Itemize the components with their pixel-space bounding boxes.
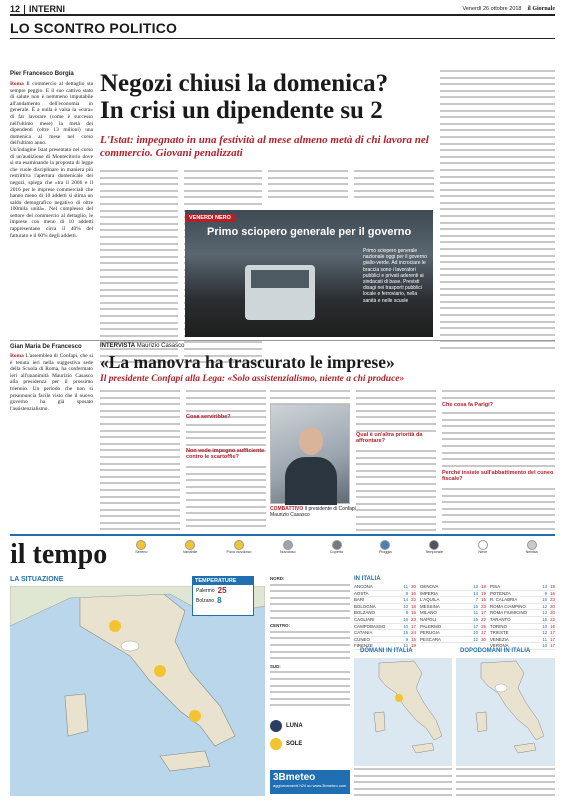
after-tomorrow-label: DOPODOMANI IN ITALIA: [460, 648, 531, 654]
city-row: [490, 591, 555, 598]
article2-text-col-d2: [356, 450, 436, 536]
city-name: PERUGIA: [420, 630, 440, 636]
city-temps: [404, 584, 416, 590]
section-title: LO SCONTRO POLITICO: [10, 20, 555, 39]
city-name: NAPOLI: [420, 616, 437, 622]
city-name: CATANIA: [354, 630, 373, 636]
city-name: BOLZANO: [354, 610, 375, 616]
city-min: 7: [475, 597, 479, 603]
temp-min: 8: [217, 596, 222, 605]
legend-item: [362, 540, 409, 568]
city-max: 17: [550, 643, 555, 649]
article1-text-columns: [100, 170, 178, 368]
city-max: 23: [481, 603, 486, 609]
city-temps: [473, 624, 486, 630]
city-temps: [406, 591, 416, 597]
article2-text-col-e2: [442, 412, 555, 471]
city-min: 12: [542, 603, 548, 609]
city-name: PALERMO: [420, 623, 442, 629]
city-name: TRIESTE: [490, 630, 509, 636]
city-max: 17: [481, 630, 486, 636]
city-min: 9: [405, 636, 409, 642]
after-tomorrow-cloud-icon: [495, 684, 507, 692]
newspaper-name: il Giornale: [527, 6, 555, 12]
city-temps: [473, 617, 486, 623]
city-max: 15: [411, 610, 416, 616]
legend-label: Neve: [478, 550, 488, 554]
after-tomorrow-map: [456, 658, 555, 766]
city-name: BARI: [354, 597, 365, 603]
city-max: 17: [550, 636, 555, 642]
cloud-icon: [121, 641, 139, 651]
brand-box: [270, 770, 350, 794]
city-min: 17: [473, 623, 479, 629]
legend-weather-icon: [527, 540, 537, 550]
city-max: 20: [411, 584, 416, 589]
city-max: 24: [411, 630, 416, 636]
city-row: [354, 624, 416, 631]
city-name: BOLOGNA: [354, 603, 376, 609]
city-row: [420, 584, 486, 591]
north-text: [270, 584, 350, 619]
city-name: VENEZIA: [490, 636, 509, 642]
city-temps: [542, 597, 555, 603]
city-max: 22: [481, 616, 486, 622]
city-min: 11: [403, 584, 409, 589]
legend-item: [508, 540, 555, 568]
brand-name: 3Bmeteo: [273, 772, 316, 783]
city-row: [354, 591, 416, 598]
legend-label: Sereno: [135, 550, 148, 554]
divider-1: [10, 340, 555, 341]
article1-body-col1: Il commercio al dettaglio sta sempre peggio. E il suo cattivo stato di salute non è nemmeno imputabile all'andamento dell'economia in generale. È a nulla è valsa la «cura» di far lavorare (come è successo nell'ultimo mese) la metà dei dipendenti (oltre 13 milioni) una domenica al mese nel corso dell'ultimo anno.: [10, 81, 93, 147]
city-name: ANCONA: [354, 584, 373, 589]
city-min: 14: [473, 590, 479, 596]
city-name: FIRENZE: [354, 643, 373, 649]
photo-caption: [270, 506, 370, 518]
regional-forecast: [270, 576, 350, 711]
question-5: Perché insiste sull'abbattimento del cuneo fiscale?: [442, 470, 554, 482]
italy-header: IN ITALIA: [354, 576, 381, 582]
city-name: PESCARA: [420, 636, 441, 642]
city-temps: [545, 591, 555, 597]
city-temps: [474, 610, 486, 616]
article2-text-col-a: [100, 390, 180, 535]
city-name: TARANTO: [490, 616, 511, 622]
city-name: ROMA FIUMICINO: [490, 610, 528, 616]
city-row: [490, 584, 555, 591]
temp-min-row: [193, 596, 253, 605]
moon-label: LUNA: [286, 723, 303, 729]
legend-label: Poco nuvoloso: [226, 550, 252, 554]
city-min: 9: [544, 590, 548, 596]
temp-max-row: [193, 585, 253, 596]
centre-label: CENTRO:: [270, 623, 291, 629]
city-name: CUNEO: [354, 636, 370, 642]
city-row: [420, 597, 486, 604]
city-min: 10: [542, 623, 548, 629]
city-name: ROMA CIAMPINO: [490, 603, 526, 609]
portrait-body: [285, 457, 337, 505]
city-row: [420, 637, 486, 644]
article2-subtitle: Il presidente Confapi alla Lega: «Solo assistenzialismo, niente a chi produce»: [100, 374, 405, 384]
city-min: 16: [403, 616, 409, 622]
legend-weather-icon: [234, 540, 244, 550]
city-temps: [473, 630, 486, 636]
city-max: 19: [481, 590, 486, 596]
article2-lead-word: Roma: [10, 353, 24, 359]
weather-map: [10, 586, 265, 796]
city-row: [420, 630, 486, 637]
issue-date: Venerdì 26 ottobre 2018: [462, 6, 522, 12]
strike-tag: VENERDI NERO: [185, 214, 235, 222]
city-min: 13: [473, 584, 479, 589]
city-max: 23: [550, 597, 555, 603]
article2-col1: [10, 353, 93, 412]
city-min: 16: [473, 603, 479, 609]
city-temps: [542, 624, 555, 630]
city-row: [490, 597, 555, 604]
sardinia: [65, 694, 88, 736]
city-temps: [473, 637, 486, 643]
legend-weather-icon: [332, 540, 342, 550]
city-temps: [473, 604, 486, 610]
city-name: MILANO: [420, 610, 437, 616]
legend-weather-icon: [429, 540, 439, 550]
legend-label: Pioggia: [378, 550, 392, 554]
city-temps: [542, 584, 555, 590]
city-temps: [473, 584, 486, 590]
cities-mid: [420, 584, 486, 643]
city-max: 17: [550, 630, 555, 636]
sun-row: [270, 738, 350, 750]
city-temps: [543, 637, 555, 643]
legend-label: Variabile: [182, 550, 198, 554]
moon-box: [270, 720, 350, 750]
article1-title-line1: Negozi chiusi la domenica?: [100, 70, 389, 97]
city-name: R. CALABRIA: [490, 597, 518, 603]
city-min: 8: [405, 610, 409, 616]
city-max: 16: [550, 590, 555, 596]
city-row: [490, 637, 555, 644]
city-max: 18: [481, 584, 486, 589]
strike-box: [185, 210, 433, 337]
strike-text: Primo sciopero generale nazionale oggi per il governo giallo-verde. Ad incrociare le braccia sono i lavoratori pubblici e privati aderenti ai sindacati di base. Previsti disagi nei trasporti pubblici locale e ferroviario, nella sanità e nelle scuole: [363, 248, 427, 304]
city-temps: [476, 597, 486, 603]
tomorrow-map: [354, 658, 452, 766]
tomorrow-sardinia: [374, 712, 385, 732]
city-max: 16: [550, 623, 555, 629]
city-temps: [403, 617, 416, 623]
city-min: 14: [403, 597, 409, 603]
tomorrow-text: [354, 768, 452, 801]
city-name: TORINO: [490, 623, 507, 629]
bus-window: [251, 270, 309, 288]
legend-label: Temporale: [425, 550, 443, 554]
weather-icon-3: [189, 710, 201, 722]
legend-item: [459, 540, 506, 568]
article1-subtitle: L'Istat: impegnato in una festività al mese almeno metà di chi lavora nel commercio. Giovani penalizzati: [100, 134, 429, 159]
legend-label: Nebbia: [525, 550, 538, 554]
city-min: 15: [542, 616, 548, 622]
section-label: INTERNI: [29, 4, 66, 14]
city-name: AOSTA: [354, 590, 369, 596]
city-max: 16: [411, 590, 416, 596]
city-min: 11: [473, 610, 479, 616]
city-max: 18: [411, 603, 416, 609]
city-temps: [542, 610, 555, 616]
cities-right: [490, 584, 555, 650]
situation-label: LA SITUAZIONE: [10, 576, 64, 583]
article1-headline: [100, 70, 440, 124]
city-max: 20: [550, 603, 555, 609]
city-max: 17: [411, 623, 416, 629]
city-row: [354, 584, 416, 591]
city-max: 20: [550, 610, 555, 616]
city-row: [354, 610, 416, 617]
city-name: PISA: [490, 584, 501, 589]
tomorrow-sun-icon: [395, 694, 403, 702]
city-min: 10: [473, 630, 479, 636]
moon-row: [270, 720, 350, 732]
north-label: NORD:: [270, 576, 285, 581]
article1-lead-word: Roma: [10, 81, 24, 87]
city-row: [420, 624, 486, 631]
weather-legend: [118, 540, 555, 568]
city-row: [490, 617, 555, 624]
city-temps: [542, 617, 555, 623]
question-4: Che cosa fa Parigi?: [442, 402, 494, 408]
city-min: 13: [542, 584, 548, 589]
centre-text: [270, 631, 350, 659]
temp-max-city: Palermo: [196, 587, 215, 594]
city-min: 11: [542, 636, 548, 642]
temperature-label: TEMPERATURE: [193, 577, 253, 585]
casasco-photo: [270, 404, 350, 504]
city-min: 12: [473, 636, 479, 642]
city-row: [354, 630, 416, 637]
city-row: [490, 604, 555, 611]
city-temps: [403, 604, 416, 610]
city-min: 16: [542, 597, 548, 603]
city-temps: [542, 604, 555, 610]
legend-item: [118, 540, 165, 568]
legend-item: [167, 540, 214, 568]
city-row: [490, 624, 555, 631]
temp-max: 25: [217, 586, 227, 595]
city-max: 15: [481, 597, 486, 603]
city-name: VERONA: [490, 643, 509, 649]
article1-title-line2: In crisi un dipendente su 2: [100, 97, 383, 124]
weather-icon-2: [154, 665, 166, 677]
legend-item: [216, 540, 263, 568]
city-max: 19: [550, 584, 555, 589]
sun-label: SOLE: [286, 741, 303, 747]
city-name: GENOVA: [420, 584, 439, 589]
brand-sub: aggiornamenti h24 su www.3bmeteo.com: [273, 783, 347, 788]
city-name: CAGLIARI: [354, 616, 375, 622]
legend-weather-icon: [283, 540, 293, 550]
city-max: 15: [411, 636, 416, 642]
legend-label: Nuvoloso: [279, 550, 296, 554]
legend-item: [264, 540, 311, 568]
article2-body: L'assemblea di Confapi, che si è tenuta ieri nella suggestiva sede della Scuola di Roma, ha confermato ieri all'unanimità Maurizio Casasco alla presidenza per il prossimo triennio. Un periodo che non si preannuncia facile visto che il nuovo governo ha già sposato l'assistenzialismo.: [10, 353, 93, 412]
article2-title: «La manovra ha trascurato le imprese»: [100, 352, 395, 372]
south-text: [270, 671, 350, 706]
question-2: Non vede impegno sufficiente contro le scartoffie?: [186, 448, 265, 460]
city-row: [420, 591, 486, 598]
city-temps: [403, 630, 416, 636]
cities-left: [354, 584, 416, 650]
legend-weather-icon: [185, 540, 195, 550]
city-row: [490, 630, 555, 637]
article2-text-col-e3: [442, 488, 555, 534]
south-label: SUD:: [270, 663, 281, 669]
after-tomorrow-sardinia: [476, 712, 487, 732]
city-min: 15: [403, 630, 409, 636]
article2-kicker: [100, 343, 184, 349]
city-min: 10: [403, 623, 409, 629]
after-tomorrow-text: [456, 768, 555, 801]
article1-text-col-c: [268, 170, 348, 203]
city-min: 15: [473, 616, 479, 622]
city-name: POTENZA: [490, 590, 511, 596]
sun-icon: [270, 738, 282, 750]
city-temps: [542, 643, 555, 649]
caption-text: Il presidente di Confapi Maurizio Casasco: [270, 506, 356, 518]
city-name: CAMPOBASSO: [354, 623, 386, 629]
city-row: [354, 597, 416, 604]
city-temps: [403, 624, 416, 630]
city-max: 22: [411, 597, 416, 603]
question-1: Cosa serviribbe?: [186, 414, 231, 420]
article1-body-col2: Un'indagine Istat presentata nel corso di un'audizione di Montecitorio dove si sta esaminando la proposta di legge che vuole disciplinare in maniera più restrittiva l'apertura domenicale dei negozi, spiega che «tra il 2006 e il 2016 per le imprese commerciali che hanno meno di 10 addetti si stima un saldo demografico negativo di oltre 100mila unità». Nel complesso del settore del commercio al dettaglio, le imprese con meno di 10 addetti rappresentano circa il 40% del fatturato e il 60% degli addetti.: [10, 146, 93, 239]
city-max: 23: [411, 616, 416, 622]
city-min: 13: [542, 610, 548, 616]
city-temps: [403, 597, 416, 603]
city-row: [490, 610, 555, 617]
masthead: [10, 4, 555, 16]
portrait-head: [299, 427, 323, 455]
city-temps: [406, 610, 416, 616]
article1-byline: Pier Francesco Borgia: [10, 71, 74, 77]
city-max: 20: [481, 636, 486, 642]
article2-text-col-d: [356, 390, 436, 436]
article2-kicker-name: Maurizio Casasco: [136, 343, 185, 349]
article1-text-col-e: [440, 70, 555, 354]
city-max: 22: [550, 616, 555, 622]
city-row: [354, 637, 416, 644]
legend-item: [411, 540, 458, 568]
article2-text-col-b3: [186, 466, 266, 532]
legend-weather-icon: [478, 540, 488, 550]
city-row: [420, 604, 486, 611]
divider-2: [10, 534, 555, 536]
article1-col1: [10, 81, 93, 239]
city-row: [354, 604, 416, 611]
weather-title: il tempo: [10, 539, 108, 570]
article2-byline: Gian Maria De Francesco: [10, 344, 82, 350]
article2-kicker-label: INTERVISTA: [100, 343, 136, 349]
question-3: Qual è un'altra priorità da affrontare?: [356, 432, 423, 444]
temp-min-city: Bolzano: [196, 597, 215, 604]
city-max: 19: [411, 643, 416, 649]
city-name: L'AQUILA: [420, 597, 440, 603]
legend-weather-icon: [136, 540, 146, 550]
city-row: [420, 617, 486, 624]
city-temps: [542, 630, 555, 636]
city-row: [354, 617, 416, 624]
legend-weather-icon: [380, 540, 390, 550]
tomorrow-label: DOMANI IN ITALIA: [360, 648, 413, 654]
city-row: [420, 610, 486, 617]
legend-item: [313, 540, 360, 568]
city-temps: [473, 591, 486, 597]
weather-icon-1: [109, 620, 121, 632]
city-max: 17: [481, 610, 486, 616]
city-min: 10: [542, 643, 548, 649]
legend-label: Coperto: [329, 550, 344, 554]
city-temps: [406, 637, 416, 643]
caption-label: COMBATTIVO: [270, 506, 304, 512]
moon-icon: [270, 720, 282, 732]
city-min: 10: [403, 603, 409, 609]
city-min: 12: [403, 643, 409, 649]
city-name: MESSINA: [420, 603, 440, 609]
article1-text-col-d: [354, 170, 434, 203]
city-min: 12: [542, 630, 548, 636]
city-max: 25: [481, 623, 486, 629]
city-min: 8: [405, 590, 409, 596]
city-name: IMPERIA: [420, 590, 439, 596]
strike-title: Primo sciopero generale per il governo: [207, 226, 412, 238]
page-number: 12: [10, 4, 21, 14]
temperature-box: [192, 576, 254, 616]
